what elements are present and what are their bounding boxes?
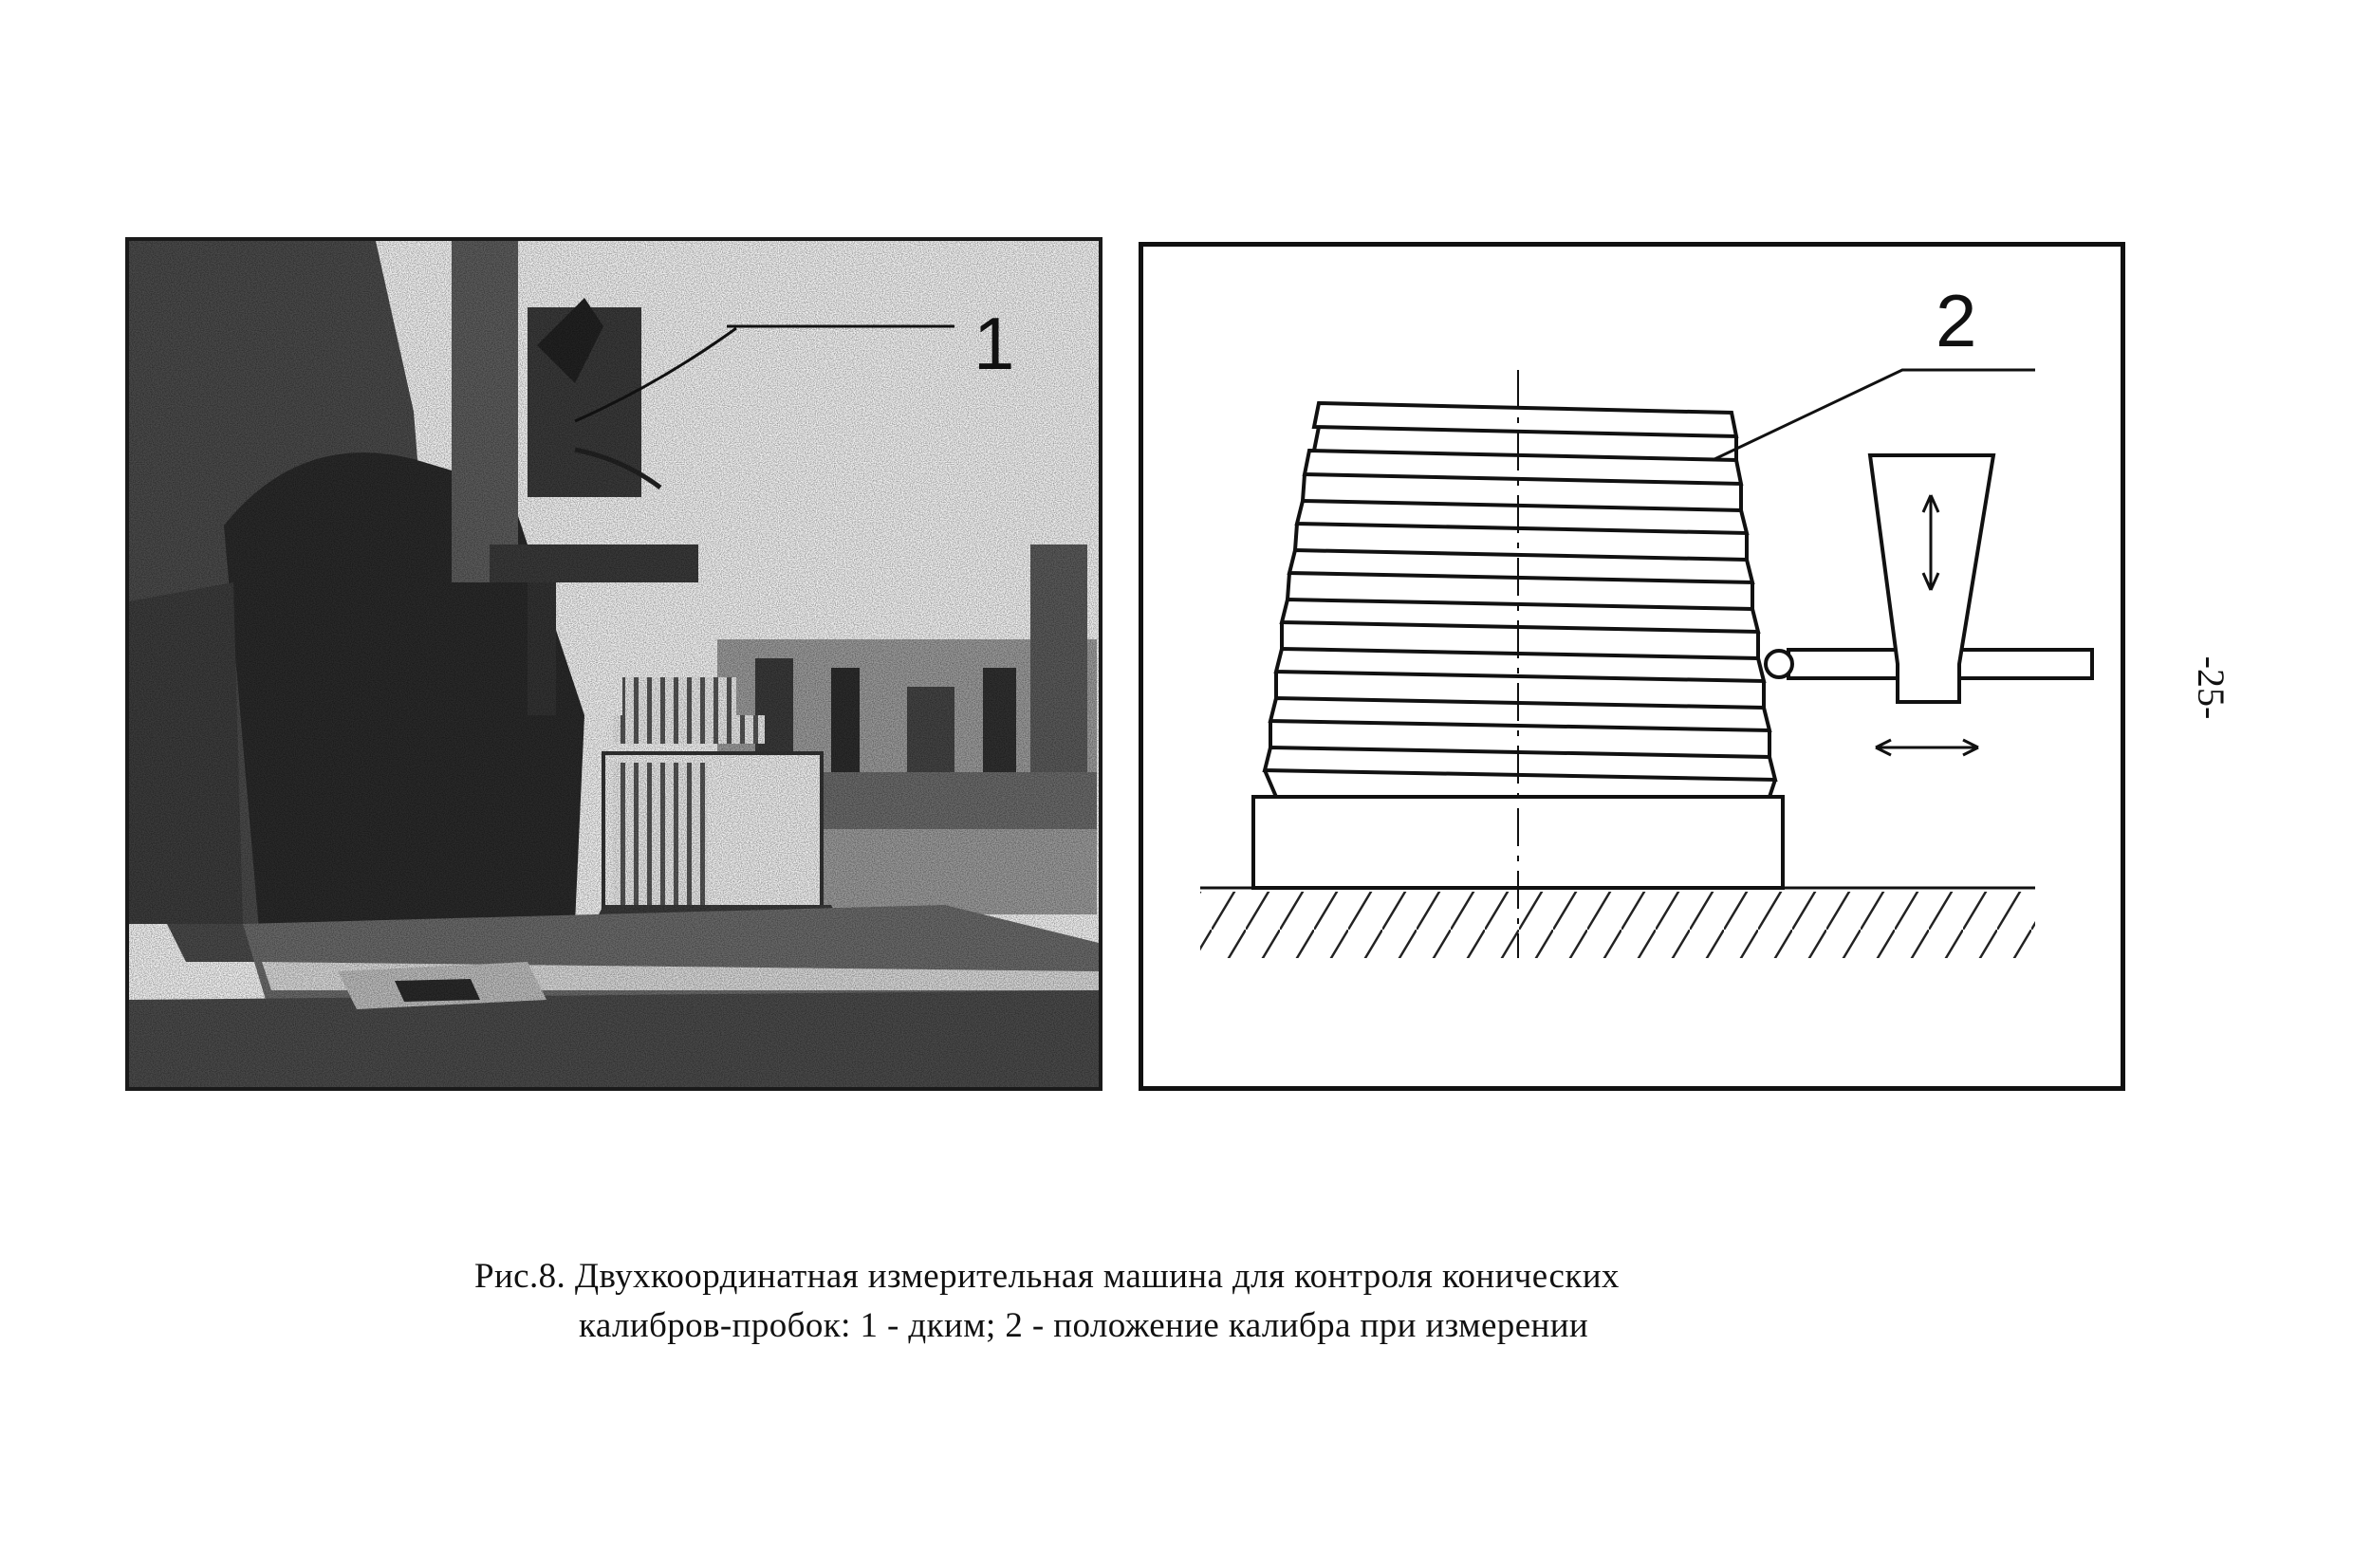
caption-line-2: калибров-пробок: 1 - дким; 2 - положение калибра при измерении bbox=[579, 1306, 1589, 1345]
machine-photo-svg bbox=[129, 241, 1099, 1087]
figure-caption bbox=[361, 1252, 1917, 1351]
machine-photo bbox=[125, 237, 1102, 1091]
callout-2-label: 2 bbox=[1936, 279, 1977, 362]
measurement-drawing-svg bbox=[1143, 247, 2121, 1086]
caption-line-1: Рис.8. Двухкоординатная измерительная машина для контроля конических bbox=[474, 1257, 1620, 1296]
threaded-gauge bbox=[1265, 403, 1775, 797]
photocopy-grain bbox=[129, 241, 1099, 1087]
callout-1-label: 1 bbox=[973, 302, 1015, 385]
measurement-drawing bbox=[1139, 242, 2125, 1091]
page-number: -25- bbox=[2190, 655, 2233, 720]
floor-hatch bbox=[1200, 888, 2035, 958]
callout-2 bbox=[1713, 279, 2035, 460]
probe bbox=[1766, 455, 2092, 755]
